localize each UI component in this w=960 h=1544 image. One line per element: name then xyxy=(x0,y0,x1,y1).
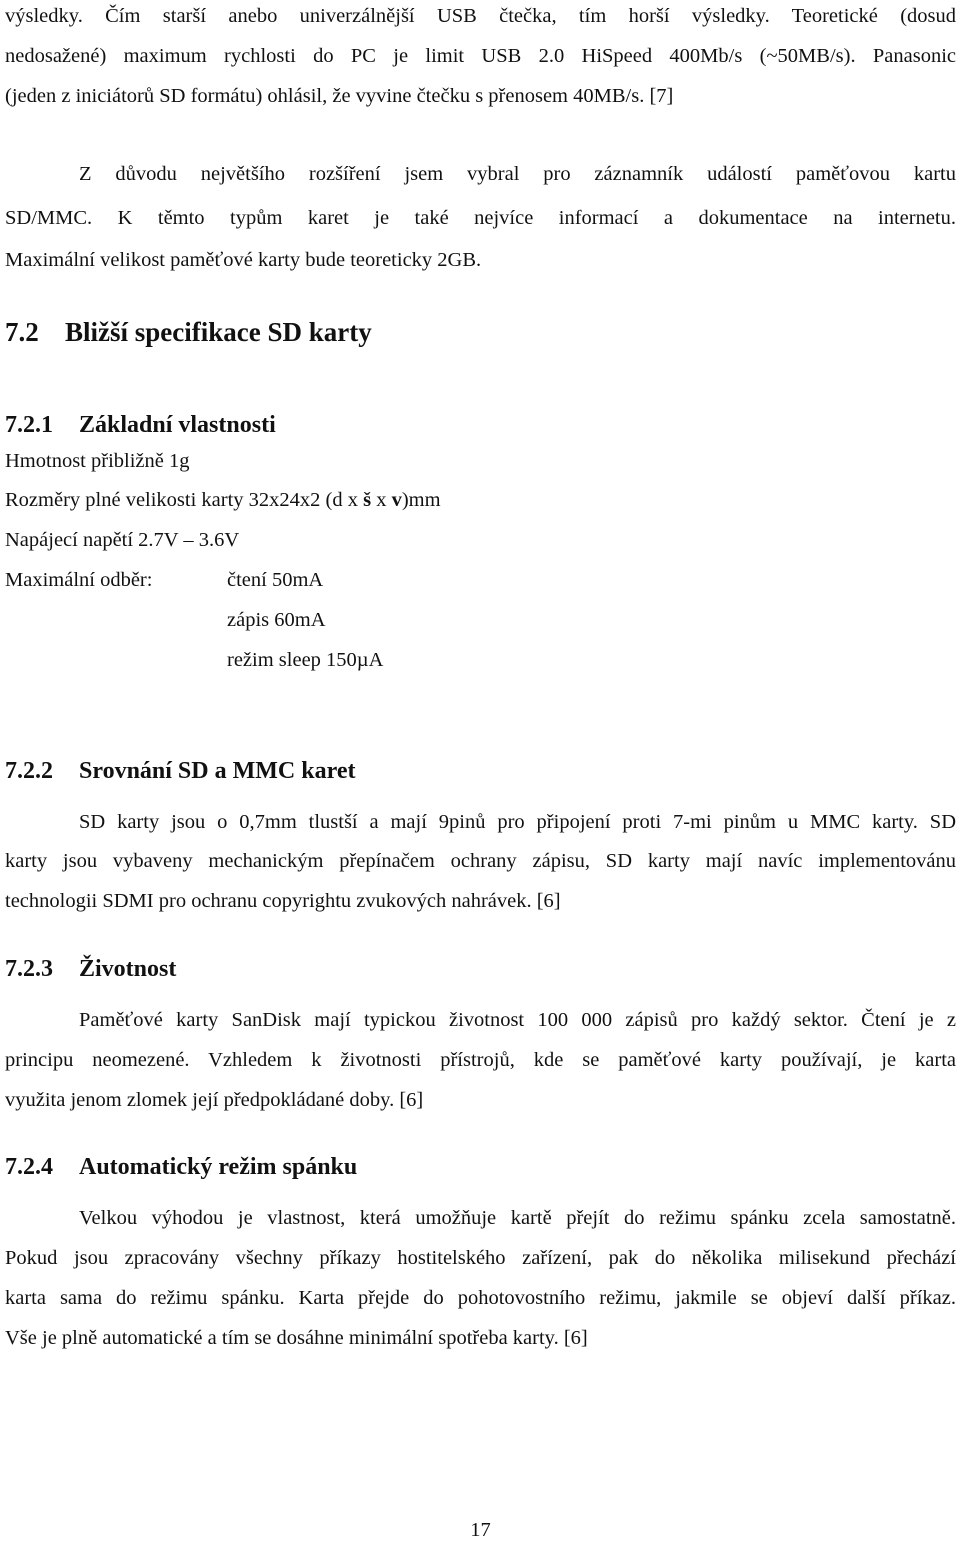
max-current-label: Maximální odběr: xyxy=(5,569,153,591)
paragraph-line: SD/MMC. K těmto typům karet je také nejvíce informací a dokumentace na internetu. xyxy=(5,207,956,229)
section-heading-7-2-1 xyxy=(5,410,276,440)
section-title: Srovnání SD a MMC karet xyxy=(79,758,356,784)
dimensions-unit: )mm xyxy=(401,489,441,511)
section-title: Bližší specifikace SD karty xyxy=(65,317,372,347)
paragraph-line: (jeden z iniciátorů SD formátu) ohlásil, že vyvine čtečku s přenosem 40MB/s. [7] xyxy=(5,85,674,107)
paragraph-line: Vše je plně automatické a tím se dosáhne minimální spotřeba karty. [6] xyxy=(5,1327,588,1349)
property-max-current xyxy=(5,566,324,594)
section-heading-7-2-2 xyxy=(5,756,355,786)
document-page xyxy=(5,0,956,1541)
section-heading-7-2-4 xyxy=(5,1152,357,1182)
dimensions-height-symbol: v xyxy=(391,489,402,511)
paragraph-line: karta sama do režimu spánku. Karta přejde do pohotovostního režimu, jakmile se objeví další příkaz. xyxy=(5,1287,956,1309)
current-read: čtení 50mA xyxy=(227,569,324,591)
dimensions-width-symbol: š xyxy=(363,489,372,511)
section-title: Automatický režim spánku xyxy=(79,1154,358,1180)
paragraph-line: výsledky. Čím starší anebo univerzálnější USB čtečka, tím horší výsledky. Teoretické (dosud xyxy=(5,5,956,27)
paragraph-line: principu neomezené. Vzhledem k životnosti přístrojů, kde se paměťové karty používají, je karta xyxy=(5,1049,956,1071)
section-title: Životnost xyxy=(79,956,177,982)
section-title: Základní vlastnosti xyxy=(79,412,276,438)
property-voltage: Napájecí napětí 2.7V – 3.6V xyxy=(5,529,240,551)
section-number: 7.2.1 xyxy=(5,412,53,438)
property-weight: Hmotnost přibližně 1g xyxy=(5,450,190,472)
paragraph-line: Z důvodu největšího rozšíření jsem vybral pro záznamník událostí paměťovou kartu xyxy=(79,163,956,185)
section-number: 7.2.2 xyxy=(5,758,53,784)
section-number: 7.2 xyxy=(5,317,39,347)
dimensions-separator: x xyxy=(371,489,392,511)
paragraph-line: Paměťové karty SanDisk mají typickou životnost 100 000 zápisů pro každý sektor. Čtení je z xyxy=(79,1009,956,1031)
paragraph-line: Pokud jsou zpracovány všechny příkazy hostitelského zařízení, pak do několika milisekund přechází xyxy=(5,1247,956,1269)
section-heading-7-2-3 xyxy=(5,954,176,984)
current-sleep: režim sleep 150µA xyxy=(227,649,384,671)
page-number: 17 xyxy=(470,1519,491,1541)
current-write: zápis 60mA xyxy=(227,609,326,631)
property-dimensions xyxy=(5,486,441,514)
paragraph-line: karty jsou vybaveny mechanickým přepínačem ochrany zápisu, SD karty mají navíc implementovánu xyxy=(5,850,956,872)
paragraph-line: Maximální velikost paměťové karty bude teoreticky 2GB. xyxy=(5,249,482,271)
paragraph-line: využita jenom zlomek její předpokládané doby. [6] xyxy=(5,1089,424,1111)
paragraph-line: technologii SDMI pro ochranu copyrightu zvukových nahrávek. [6] xyxy=(5,890,561,912)
paragraph-line: nedosažené) maximum rychlosti do PC je limit USB 2.0 HiSpeed 400Mb/s (~50MB/s). Panasonic xyxy=(5,45,956,67)
paragraph-line: SD karty jsou o 0,7mm tlustší a mají 9pinů pro připojení proti 7-mi pinům u MMC karty. SD xyxy=(79,811,956,833)
section-number: 7.2.4 xyxy=(5,1154,53,1180)
section-number: 7.2.3 xyxy=(5,956,53,982)
dimensions-text: Rozměry plné velikosti karty 32x24x2 (d x xyxy=(5,489,364,511)
section-heading-7-2 xyxy=(5,315,372,349)
paragraph-line: Velkou výhodou je vlastnost, která umožňuje kartě přejít do režimu spánku zcela samostatně. xyxy=(79,1207,956,1229)
